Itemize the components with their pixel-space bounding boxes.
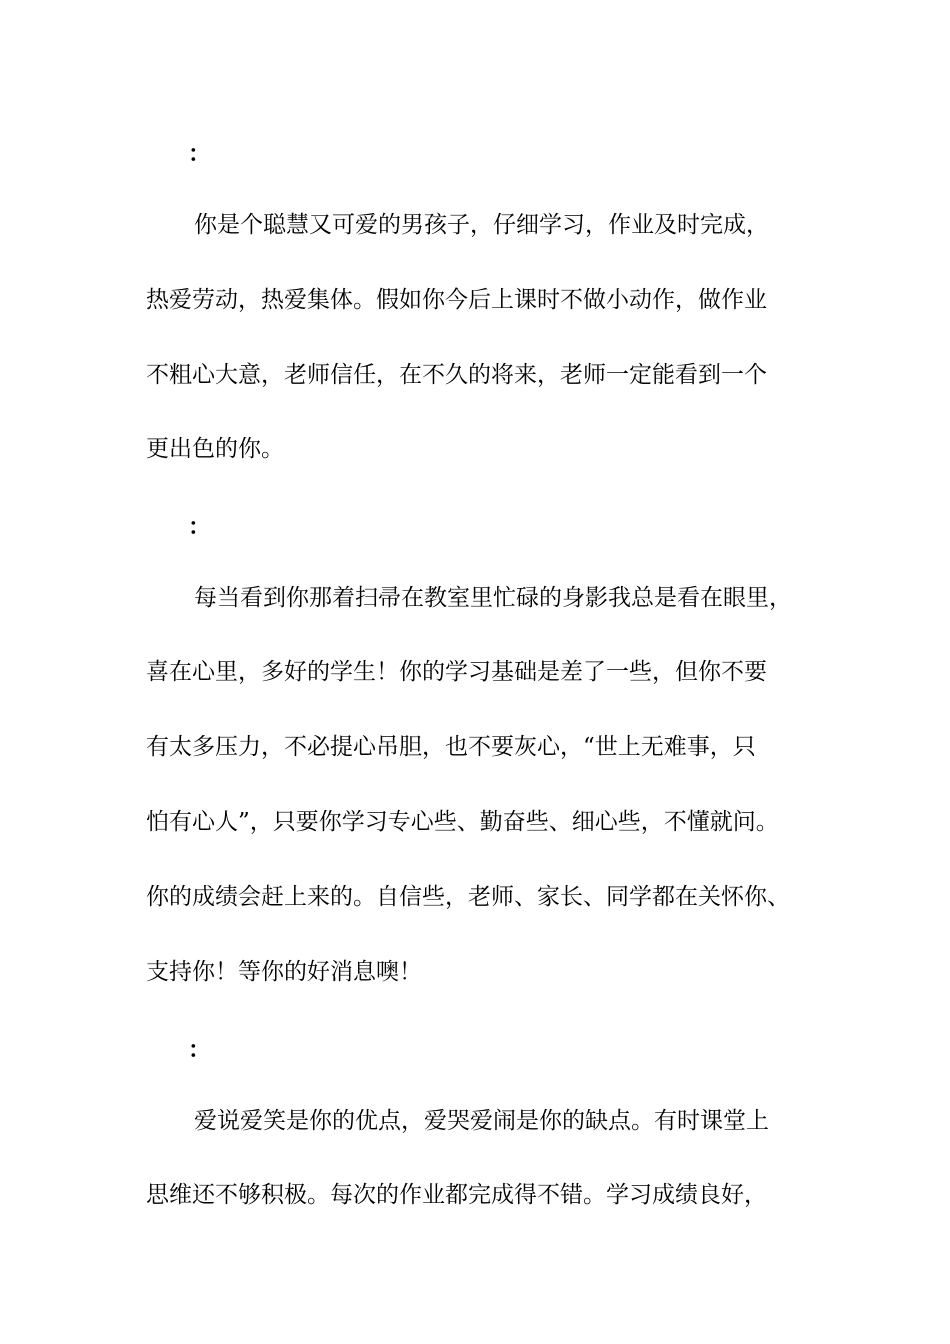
section-2-line-2: 喜在心里，多好的学生！你的学习基础是差了一些，但你不要 bbox=[146, 659, 767, 685]
section-2-marker: ： bbox=[188, 513, 211, 540]
section-2-line-3: 有太多压力，不必提心吊胆，也不要灰心，“世上无难事，只 bbox=[146, 734, 756, 760]
section-2-line-5: 你的成绩会赶上来的。自信些，老师、家长、同学都在关怀你、 bbox=[146, 884, 790, 910]
section-3-line-2: 思维还不够积极。每次的作业都完成得不错。学习成绩良好， bbox=[146, 1182, 767, 1208]
section-2-line-1: 每当看到你那着扫帚在教室里忙碌的身影我总是看在眼里， bbox=[194, 585, 792, 611]
section-3-marker: ： bbox=[188, 1036, 211, 1063]
section-1-line-2: 热爱劳动，热爱集体。假如你今后上课时不做小动作，做作业 bbox=[146, 287, 767, 313]
section-2-line-4: 怕有心人”，只要你学习专心些、勤奋些、细心些，不懂就问。 bbox=[146, 809, 779, 835]
section-3-line-1: 爱说爱笑是你的优点，爱哭爱闹是你的缺点。有时课堂上 bbox=[194, 1108, 769, 1134]
section-1-line-4: 更出色的你。 bbox=[146, 436, 284, 462]
section-2-line-6: 支持你！等你的好消息噢！ bbox=[146, 959, 422, 985]
section-1-marker: ： bbox=[188, 140, 211, 167]
section-1-line-3: 不粗心大意，老师信任，在不久的将来，老师一定能看到一个 bbox=[146, 362, 767, 388]
section-1-line-1: 你是个聪慧又可爱的男孩子，仔细学习，作业及时完成， bbox=[194, 212, 769, 238]
